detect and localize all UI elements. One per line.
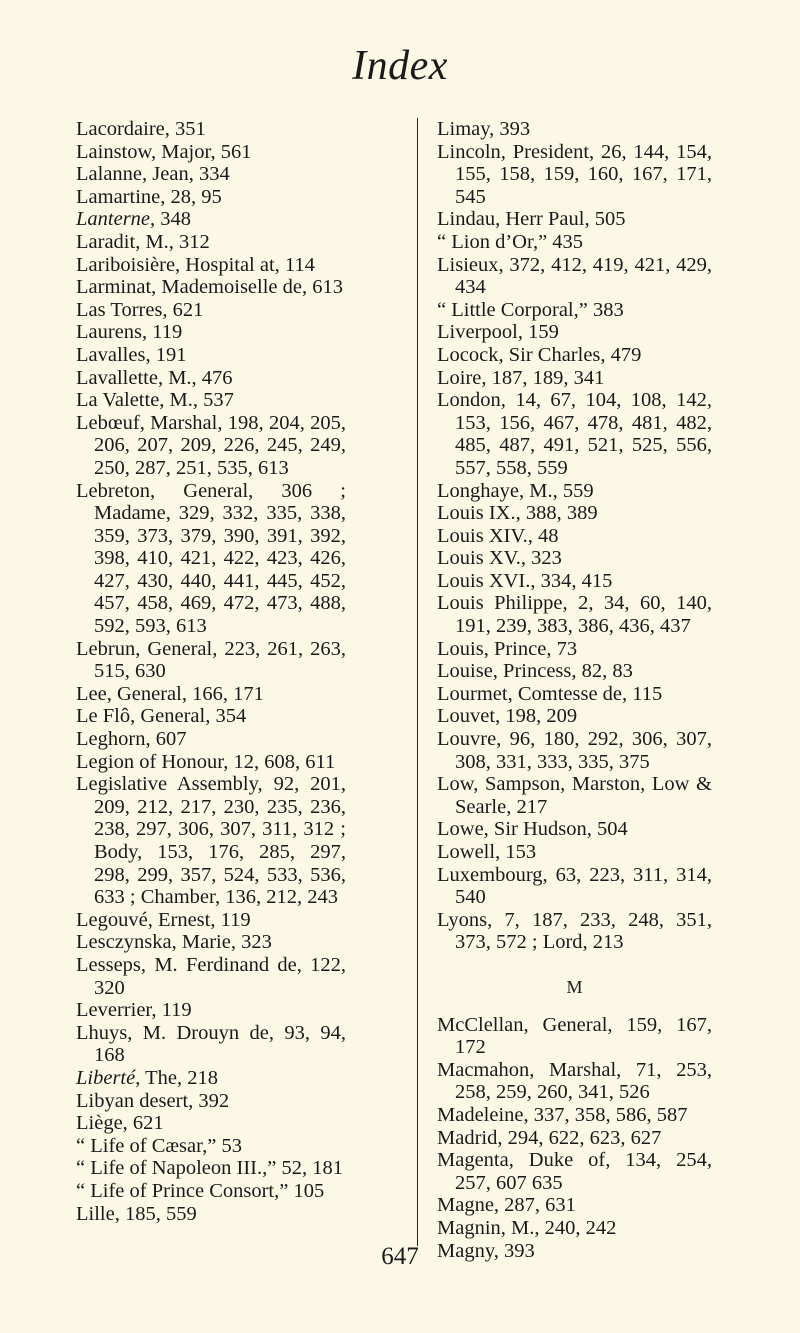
index-entry: Lourmet, Comtesse de, 115: [437, 682, 663, 705]
index-entry: Libyan desert, 392: [76, 1089, 230, 1112]
index-entry: Las Torres, 621: [76, 298, 204, 321]
index-entry: Legislative Assembly, 92, 201, 209, 212, 217, 230, 235, 236, 238, 297, 306, 307, 311, 312 ; Body, 153, 176, 285, 297, 298, 299, 357, 524, 533, 536, 633 ; Chamber, 136, 212, 243: [76, 773, 346, 909]
index-entry: Lesseps, M. Ferdinand de, 122, 320: [76, 953, 346, 999]
index-entry-italic-term: Lanterne: [76, 208, 151, 231]
index-entry: Louis IX., 388, 389: [437, 502, 598, 525]
index-entry: Lesczynska, Marie, 323: [76, 931, 272, 954]
index-entry: Lille, 185, 559: [76, 1202, 197, 1225]
index-entry: “ Little Corporal,” 383: [437, 298, 624, 321]
index-entry: “ Life of Cæsar,” 53: [76, 1134, 242, 1157]
index-entry: Limay, 393: [437, 118, 531, 140]
index-entries-l: [437, 118, 712, 954]
index-column-left: [76, 118, 346, 1225]
index-entry: Lindau, Herr Paul, 505: [437, 208, 626, 231]
index-entry: Lhuys, M. Drouyn de, 93, 94, 168: [76, 1021, 346, 1067]
index-entry: Laradit, M., 312: [76, 230, 210, 253]
index-entry: [76, 208, 346, 231]
index-entry: Lariboisière, Hospital at, 114: [76, 253, 315, 276]
index-entry: Magny, 393: [437, 1239, 535, 1262]
index-entry: Larminat, Mademoiselle de, 613: [76, 276, 343, 299]
page-title: Index: [352, 43, 448, 89]
index-entry: Louvre, 96, 180, 292, 306, 307, 308, 331, 333, 335, 375: [437, 728, 712, 773]
index-entry: Lowell, 153: [437, 841, 537, 863]
index-entry: Lincoln, President, 26, 144, 154, 155, 158, 159, 160, 167, 171, 545: [437, 140, 712, 208]
index-entry: Lebrun, General, 223, 261, 263, 515, 630: [76, 637, 346, 683]
index-entry: Magnin, M., 240, 242: [437, 1216, 617, 1239]
index-entry: “ Lion d’Or,” 435: [437, 230, 584, 253]
index-entry: Louis XVI., 334, 415: [437, 569, 613, 592]
index-entry: [76, 1067, 346, 1090]
index-entry: Low, Sampson, Marston, Low & Searle, 217: [437, 773, 712, 818]
index-entry-pages: , 348: [150, 208, 192, 231]
index-entry: Lavalles, 191: [76, 343, 187, 366]
index-entry: Madrid, 294, 622, 623, 627: [437, 1126, 662, 1149]
page-number: 647: [381, 1243, 419, 1270]
index-entry: Lowe, Sir Hudson, 504: [437, 818, 628, 841]
index-entry: Louis, Prince, 73: [437, 637, 578, 660]
index-entry: Leghorn, 607: [76, 728, 187, 751]
index-entry: Lebœuf, Marshal, 198, 204, 205, 206, 207, 209, 226, 245, 249, 250, 287, 251, 535, 613: [76, 411, 346, 479]
index-entry: Louis XV., 323: [437, 547, 562, 570]
index-entry-pages: , The, 218: [135, 1066, 218, 1089]
index-column-right: [437, 118, 712, 1262]
index-entry: Lalanne, Jean, 334: [76, 163, 230, 186]
index-entry-italic-term: Liberté: [76, 1066, 136, 1089]
index-entry: Lainstow, Major, 561: [76, 140, 252, 163]
index-entry: Louvet, 198, 209: [437, 705, 578, 728]
index-entry: Leverrier, 119: [76, 999, 192, 1022]
index-entry: Louise, Princess, 82, 83: [437, 660, 633, 683]
index-entry: “ Life of Napoleon III.,” 52, 181: [76, 1157, 343, 1180]
index-entry: Lebreton, General, 306 ; Madame, 329, 332, 335, 338, 359, 373, 379, 390, 391, 392, 398, 410, 421, 422, 423, 426, 427, 430, 440, 441, 445, 452, 457, 458, 469, 472, 473, 488, 592, 593, 613: [76, 479, 346, 638]
index-entries-m: [437, 1014, 712, 1263]
column-divider: [417, 118, 418, 1246]
index-entry: McClellan, General, 159, 167, 172: [437, 1013, 712, 1059]
index-entry: “ Life of Prince Consort,” 105: [76, 1179, 325, 1202]
index-entry: Lisieux, 372, 412, 419, 421, 429, 434: [437, 253, 712, 299]
index-entry: Luxembourg, 63, 223, 311, 314, 540: [437, 863, 712, 909]
index-entry: Le Flô, General, 354: [76, 705, 247, 728]
index-entry: Macmahon, Marshal, 71, 253, 258, 259, 260, 341, 526: [437, 1058, 712, 1104]
section-letter-m: M: [566, 976, 583, 997]
index-entry: Lyons, 7, 187, 233, 248, 351, 373, 572 ; Lord, 213: [437, 908, 712, 954]
index-entry: Legion of Honour, 12, 608, 611: [76, 750, 336, 773]
index-entry: Legouvé, Ernest, 119: [76, 908, 251, 931]
index-entry: Loire, 187, 189, 341: [437, 366, 605, 389]
index-entry: Lee, General, 166, 171: [76, 682, 264, 705]
index-entry: Louis Philippe, 2, 34, 60, 140, 191, 239, 383, 386, 436, 437: [437, 592, 712, 638]
index-entry: Locock, Sir Charles, 479: [437, 343, 642, 366]
index-entry: Louis XIV., 48: [437, 524, 559, 547]
index-entry: Liverpool, 159: [437, 321, 559, 344]
index-entry: La Valette, M., 537: [76, 389, 234, 412]
index-entry: Lacordaire, 351: [76, 118, 206, 140]
index-entry: Longhaye, M., 559: [437, 479, 594, 502]
index-entry: Lavallette, M., 476: [76, 366, 233, 389]
index-entry: London, 14, 67, 104, 108, 142, 153, 156, 467, 478, 481, 482, 485, 487, 491, 521, 525, 556, 557, 558, 559: [437, 389, 712, 479]
index-entry: Laurens, 119: [76, 321, 183, 344]
index-entry: Magne, 287, 631: [437, 1194, 576, 1217]
index-entry: Liège, 621: [76, 1112, 164, 1135]
index-entry: Lamartine, 28, 95: [76, 185, 222, 208]
index-entry: Madeleine, 337, 358, 586, 587: [437, 1103, 688, 1126]
index-entry: Magenta, Duke of, 134, 254, 257, 607 635: [437, 1149, 712, 1194]
